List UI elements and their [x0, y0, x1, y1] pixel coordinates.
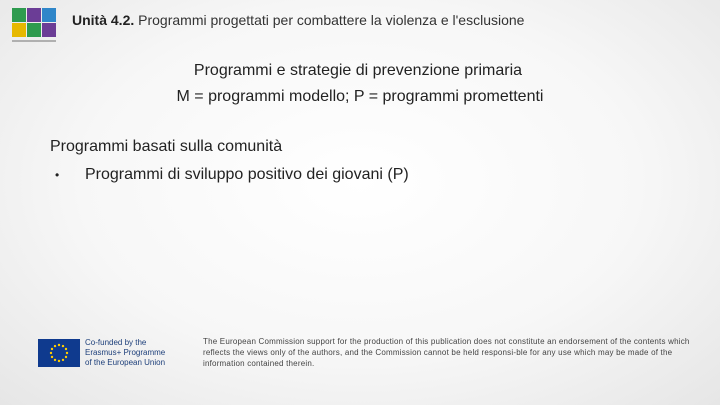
bullet-marker: • — [55, 168, 60, 182]
eu-flag-icon — [38, 339, 80, 367]
subtitle-line-2: M = programmi modello; P = programmi promettenti — [176, 88, 544, 105]
bullet-item — [55, 166, 409, 184]
eu-funding-text — [85, 338, 165, 368]
bullet-text: Programmi di sviluppo positivo dei giovani (P) — [85, 166, 409, 183]
subtitle-line-1: Programmi e strategie di prevenzione primaria — [193, 62, 523, 79]
logo-caption — [12, 40, 56, 42]
slide-title: Programmi progettati per combattere la violenza e l'esclusione — [134, 12, 525, 28]
disclaimer-text: The European Commission support for the production of this publication does not constitute an endorsement of the contents which reflects the views only of the authors, and the Commission cannot be held responsi-ble for any use which may be made of the information contained therein. — [203, 337, 690, 368]
eu-line: Erasmus+ Programme — [85, 348, 166, 357]
logo-tile — [42, 23, 56, 37]
logo-tile — [27, 23, 41, 37]
slide-header — [72, 12, 524, 28]
unit-label: Unità 4.2. — [72, 12, 135, 28]
logo-tile — [27, 8, 41, 22]
eu-line: Co-funded by the — [85, 338, 147, 347]
logo-tile — [12, 8, 26, 22]
project-logo — [12, 8, 56, 54]
logo-tile — [12, 23, 26, 37]
logo-tile — [42, 8, 56, 22]
section-heading: Programmi basati sulla comunità — [50, 138, 283, 155]
eu-funding-logo — [38, 338, 165, 368]
eu-line: of the European Union — [85, 358, 166, 367]
